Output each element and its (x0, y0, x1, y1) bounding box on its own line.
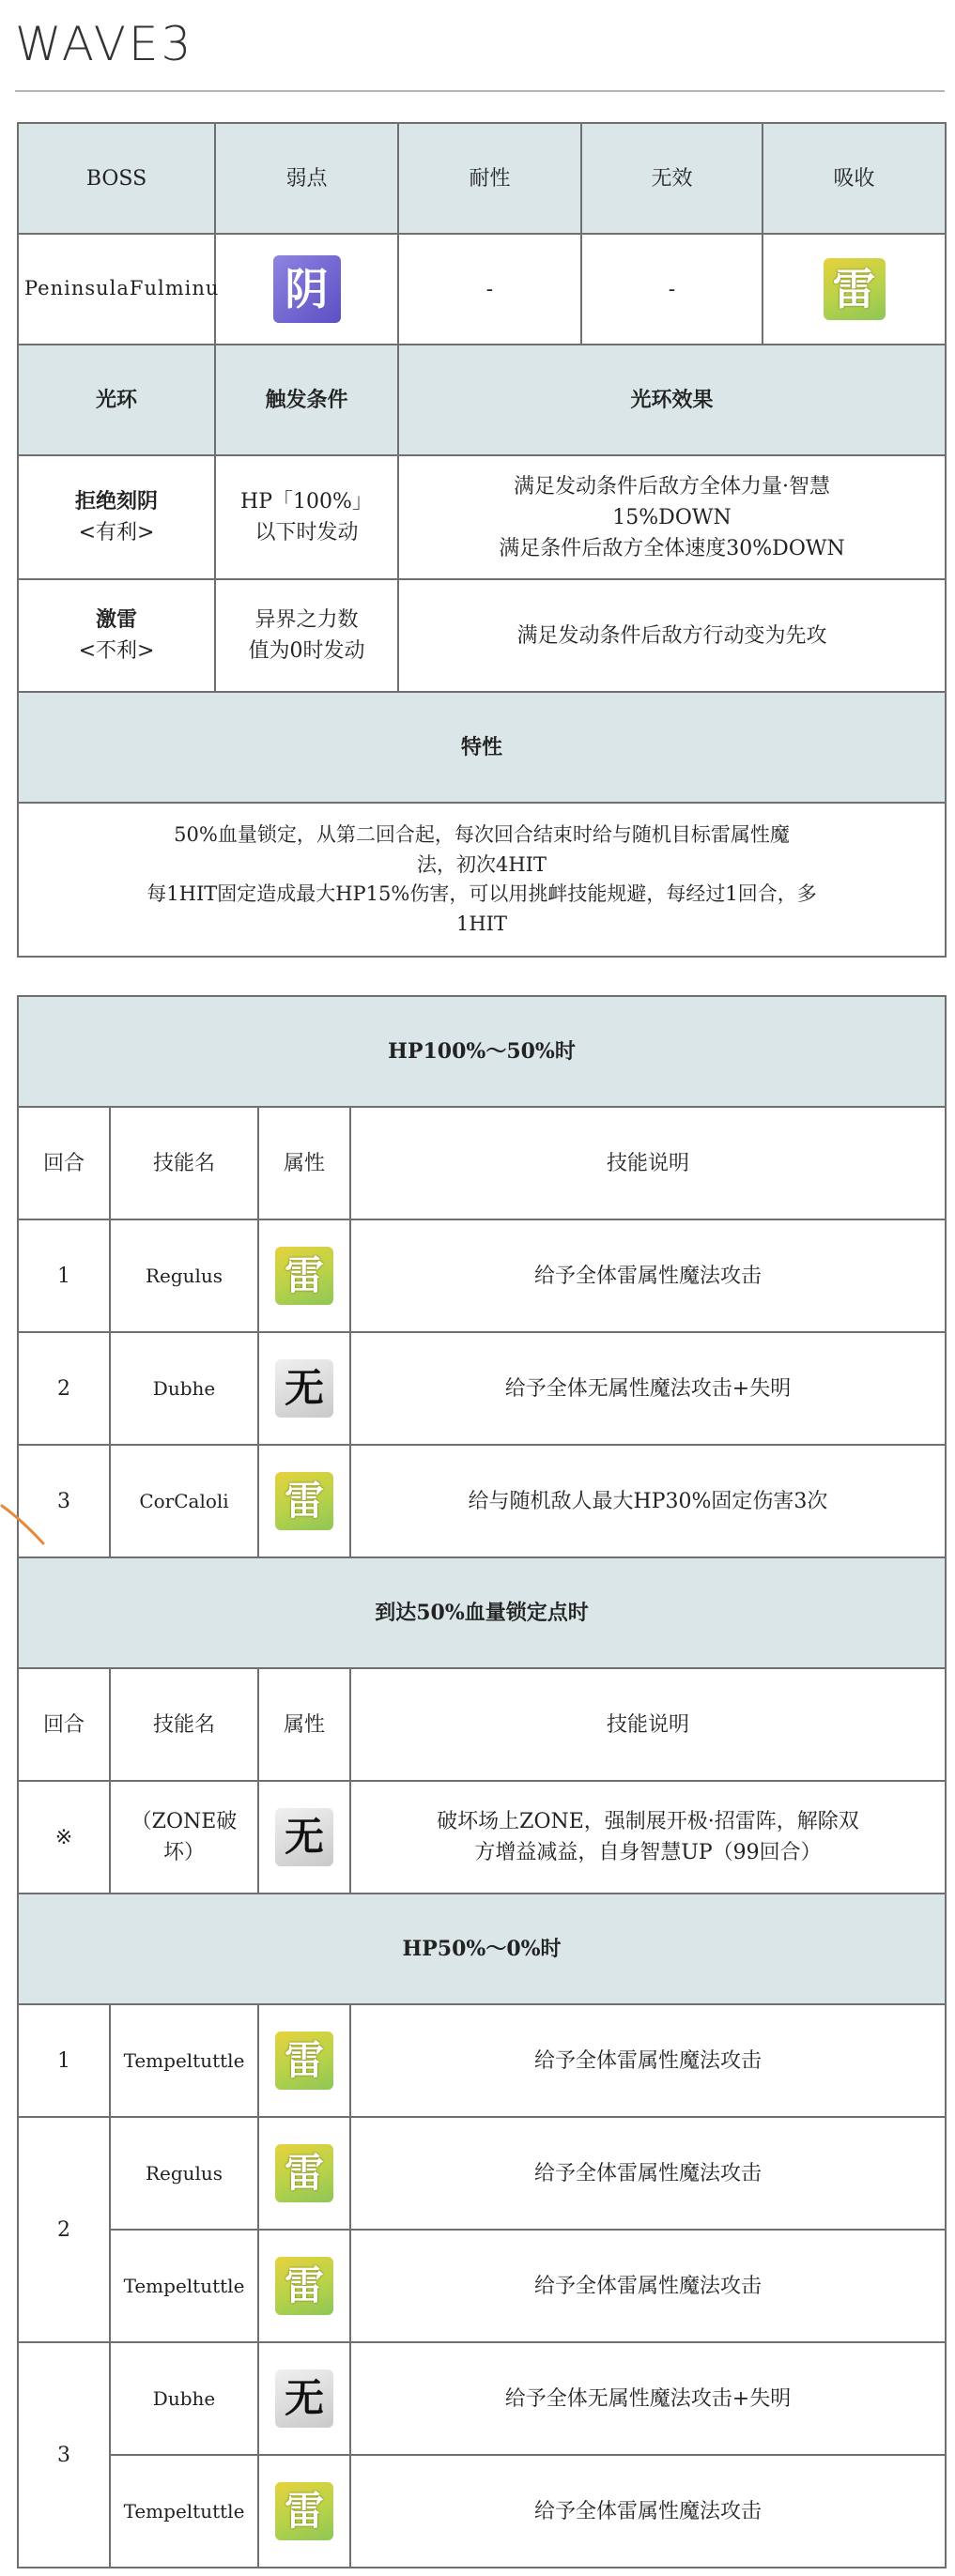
header-nullify: 无效 (581, 123, 762, 234)
boss-table (17, 122, 947, 958)
table-row (18, 2455, 946, 2568)
absorb-cell (762, 234, 946, 345)
element-cell (258, 2455, 350, 2568)
title-divider (15, 90, 945, 92)
aura-condition-cell (215, 579, 398, 692)
skill-desc: 给予全体无属性魔法攻击+失明 (350, 2342, 946, 2455)
turn-cell: 3 (18, 2342, 110, 2568)
aura-tag: <有利> (78, 521, 155, 544)
col-desc: 技能说明 (350, 1668, 946, 1781)
col-element: 属性 (258, 1668, 350, 1781)
resist-cell: - (398, 234, 581, 345)
col-skill: 技能名 (110, 1668, 258, 1781)
trait-text: 每1HIT固定造成最大HP15%伤害，可以用挑衅技能规避，每经过1回合，多 (146, 882, 817, 905)
aura-condition: 异界之力数 (254, 608, 359, 632)
aura-effect: 满足发动条件后敌方全体力量·智慧 (514, 474, 830, 498)
aura-name: 拒绝刻阴 (74, 489, 158, 514)
skill-desc: 破坏场上ZONE，强制展开极·招雷阵，解除双 (437, 1810, 859, 1833)
skill-name: Tempeltuttle (110, 2004, 258, 2117)
table-row (18, 1781, 946, 1894)
col-skill: 技能名 (110, 1107, 258, 1219)
thunder-element-icon: 雷 (275, 2482, 333, 2540)
table-row (18, 1219, 946, 1332)
header-weakness: 弱点 (215, 123, 398, 234)
header-resist: 耐性 (398, 123, 581, 234)
table-row (18, 2230, 946, 2342)
skill-name: Tempeltuttle (110, 2230, 258, 2342)
aura-effect: 满足条件后敌方全体速度30%DOWN (499, 536, 845, 560)
turn-cell: 2 (18, 1332, 110, 1445)
pen-stroke-mark (0, 1502, 56, 1558)
element-cell (258, 1332, 350, 1445)
header-trait: 特性 (18, 692, 946, 803)
phase2-header: 到达50%血量锁定点时 (18, 1557, 946, 1668)
col-element: 属性 (258, 1107, 350, 1219)
aura-condition: 值为0时发动 (248, 639, 365, 663)
table-row (18, 1445, 946, 1557)
thunder-element-icon: 雷 (275, 2257, 333, 2315)
aura-name-cell (18, 579, 215, 692)
thunder-element-icon: 雷 (275, 2032, 333, 2090)
trait-text: 50%血量锁定，从第二回合起，每次回合结束时给与随机目标雷属性魔 (174, 823, 790, 846)
turn-cell: 1 (18, 1219, 110, 1332)
aura-condition: HP「100%」 (240, 490, 373, 514)
element-cell (258, 1219, 350, 1332)
thunder-element-icon: 雷 (275, 2144, 333, 2202)
skill-desc: 给予全体雷属性魔法攻击 (350, 1219, 946, 1332)
skill-desc-cell (350, 1781, 946, 1894)
page-title: WAVE3 (15, 17, 194, 71)
col-turn: 回合 (18, 1107, 110, 1219)
skill-desc: 给予全体无属性魔法攻击+失明 (350, 1332, 946, 1445)
trait-text: 1HIT (456, 912, 507, 935)
table-row (18, 2342, 946, 2455)
nullify-cell: - (581, 234, 762, 345)
header-absorb: 吸收 (762, 123, 946, 234)
header-trigger: 触发条件 (215, 345, 398, 455)
col-turn: 回合 (18, 1668, 110, 1781)
header-aura-effect: 光环效果 (398, 345, 946, 455)
phase3-header: HP50%～0%时 (18, 1894, 946, 2004)
none-element-icon: 无 (275, 1359, 333, 1418)
element-cell (258, 2117, 350, 2230)
table-row (18, 2004, 946, 2117)
skill-name-cell (110, 1781, 258, 1894)
aura-name-cell (18, 455, 215, 579)
skill-desc: 给予全体雷属性魔法攻击 (350, 2117, 946, 2230)
skill-name: （ZONE破 (131, 1810, 238, 1833)
skill-name: Dubhe (110, 1332, 258, 1445)
skill-name: CorCaloli (110, 1445, 258, 1557)
thunder-element-icon: 雷 (824, 258, 886, 320)
skill-name: Dubhe (110, 2342, 258, 2455)
turn-cell: ※ (18, 1781, 110, 1894)
table-row (18, 1332, 946, 1445)
element-cell (258, 1781, 350, 1894)
thunder-element-icon: 雷 (275, 1247, 333, 1305)
skill-name: Tempeltuttle (110, 2455, 258, 2568)
none-element-icon: 无 (275, 2369, 333, 2428)
boss-name: PeninsulaFulminu (18, 234, 215, 345)
trait-text: 法，初次4HIT (417, 852, 547, 876)
aura-effect: 15%DOWN (612, 505, 732, 529)
skill-name: Regulus (110, 1219, 258, 1332)
skill-desc: 给予全体雷属性魔法攻击 (350, 2004, 946, 2117)
yin-element-icon: 阴 (273, 255, 341, 323)
trait-cell (18, 803, 946, 957)
thunder-element-icon: 雷 (275, 1472, 333, 1530)
aura-effect-cell (398, 455, 946, 579)
aura-effect: 满足发动条件后敌方行动变为先攻 (516, 623, 827, 648)
skill-name: 坏） (162, 1841, 205, 1864)
col-desc: 技能说明 (350, 1107, 946, 1219)
skill-desc: 方增益减益，自身智慧UP（99回合） (474, 1841, 822, 1864)
phase1-header: HP100%～50%时 (18, 996, 946, 1107)
turn-cell: 2 (18, 2117, 110, 2342)
aura-name: 激雷 (95, 607, 137, 632)
skill-desc: 给与随机敌人最大HP30%固定伤害3次 (350, 1445, 946, 1557)
header-aura: 光环 (18, 345, 215, 455)
aura-condition: 以下时发动 (254, 521, 359, 544)
element-cell (258, 2004, 350, 2117)
header-boss: BOSS (18, 123, 215, 234)
skill-desc: 给予全体雷属性魔法攻击 (350, 2455, 946, 2568)
element-cell (258, 2342, 350, 2455)
turn-cell: 3 (18, 1445, 110, 1557)
aura-tag: <不利> (78, 639, 155, 663)
skill-name: Regulus (110, 2117, 258, 2230)
turn-cell: 1 (18, 2004, 110, 2117)
element-cell (258, 2230, 350, 2342)
skill-desc: 给予全体雷属性魔法攻击 (350, 2230, 946, 2342)
element-cell (258, 1445, 350, 1557)
aura-effect-cell (398, 579, 946, 692)
aura-condition-cell (215, 455, 398, 579)
table-row (18, 2117, 946, 2230)
weakness-cell (215, 234, 398, 345)
none-element-icon: 无 (275, 1808, 333, 1866)
skills-table (17, 995, 947, 2568)
